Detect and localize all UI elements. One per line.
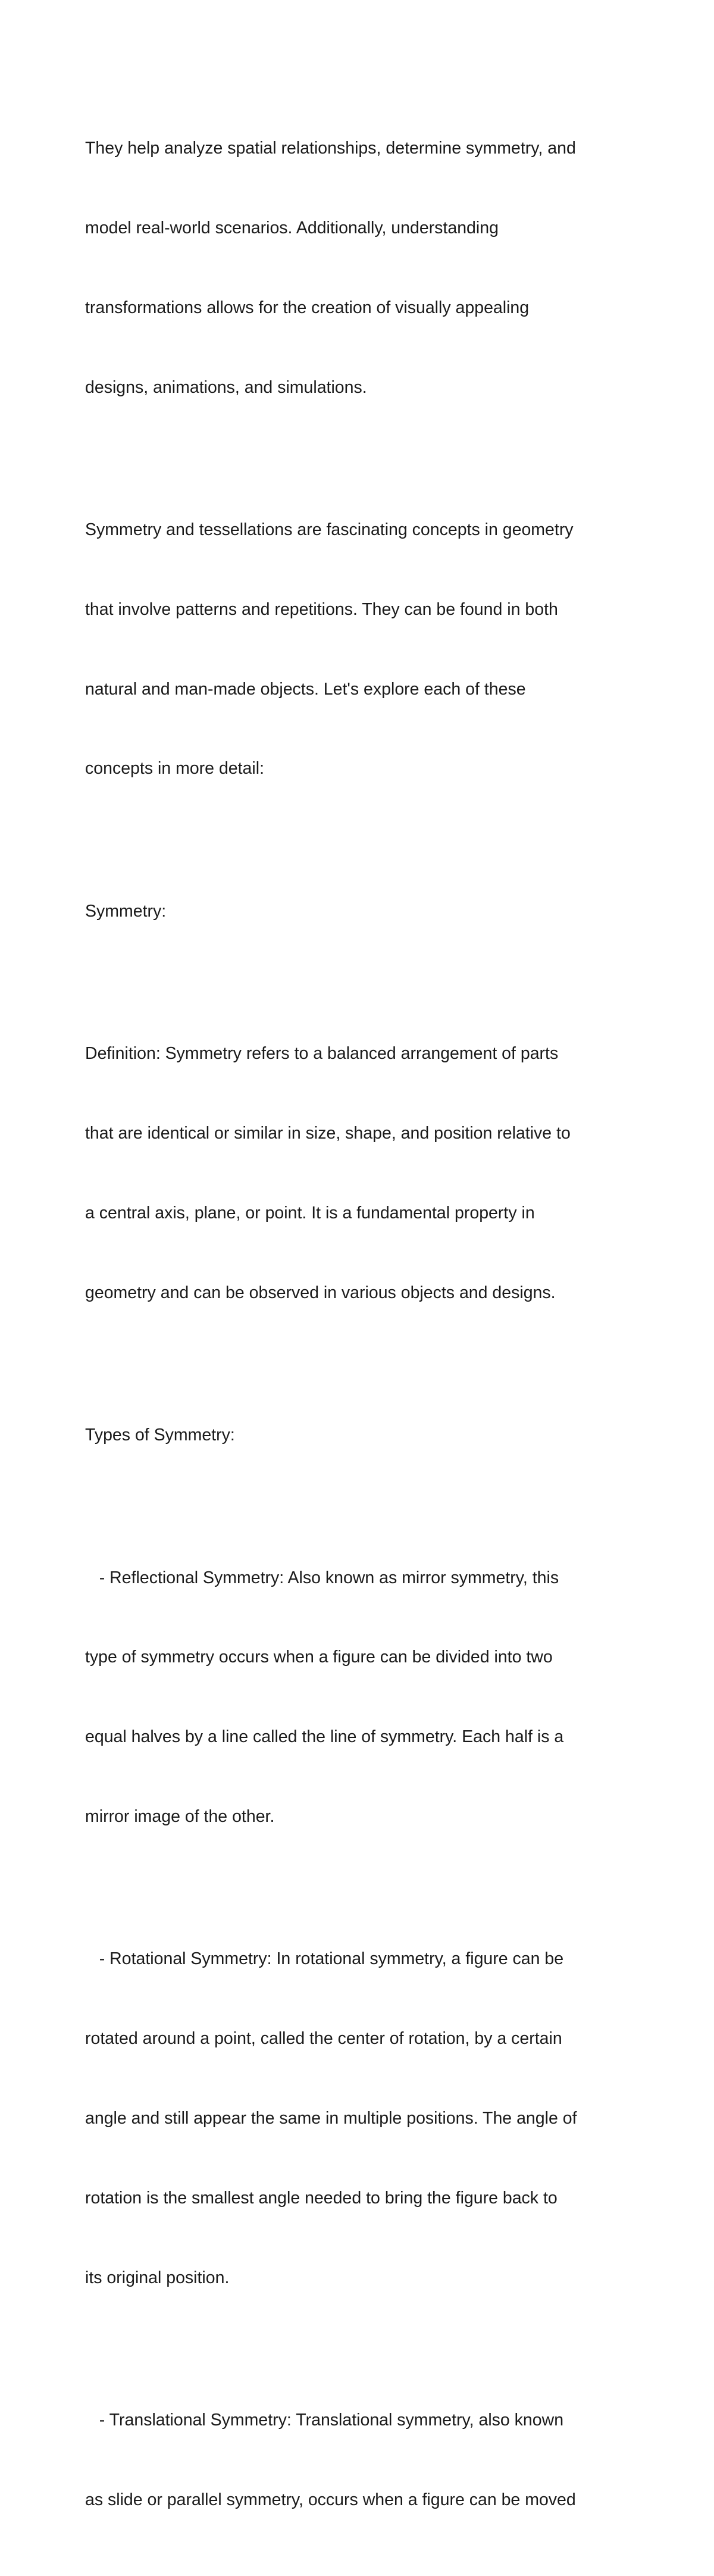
- section-heading-symmetry: [85, 845, 630, 978]
- document-body: [85, 82, 630, 2576]
- list-item-rotational-symmetry: [85, 1893, 630, 2344]
- text-line: type of symmetry occurs when a figure can be divided into two: [85, 1647, 553, 1667]
- text-line: Symmetry:: [85, 901, 167, 921]
- text-line: mirror image of the other.: [85, 1806, 275, 1826]
- list-item-reflectional-symmetry: [85, 1511, 630, 1883]
- text-line: that involve patterns and repetitions. They can be found in both: [85, 599, 558, 619]
- text-line: rotated around a point, called the center of rotation, by a certain: [85, 2029, 562, 2049]
- text-line: equal halves by a line called the line of symmetry. Each half is a: [85, 1727, 564, 1747]
- text-line: model real-world scenarios. Additionally, understanding: [85, 218, 499, 237]
- text-line: Definition: Symmetry refers to a balanced arrangement of parts: [85, 1044, 559, 1064]
- text-line: angle and still appear the same in multiple positions. The angle of: [85, 2108, 577, 2128]
- text-line: that are identical or similar in size, shape, and position relative to: [85, 1124, 571, 1143]
- text-line: Symmetry and tessellations are fascinating concepts in geometry: [85, 520, 574, 539]
- text-line: a central axis, plane, or point. It is a fundamental property in: [85, 1203, 535, 1223]
- text-line: rotation is the smallest angle needed to bring the figure back to: [85, 2188, 558, 2208]
- text-line: as slide or parallel symmetry, occurs when a figure can be moved: [85, 2490, 576, 2509]
- text-line: transformations allows for the creation of visually appealing: [85, 298, 530, 317]
- text-line: designs, animations, and simulations.: [85, 377, 367, 397]
- text-line: natural and man-made objects. Let's explore each of these: [85, 679, 526, 699]
- text-line: concepts in more detail:: [85, 759, 264, 779]
- text-line: - Rotational Symmetry: In rotational symmetry, a figure can be: [85, 1949, 564, 1969]
- text-line: - Translational Symmetry: Translational symmetry, also known: [85, 2410, 564, 2430]
- list-item-translational-symmetry: [85, 2354, 630, 2566]
- text-line: - Reflectional Symmetry: Also known as mirror symmetry, this: [85, 1568, 559, 1587]
- text-line: geometry and can be observed in various objects and designs.: [85, 1283, 556, 1302]
- text-line: They help analyze spatial relationships, determine symmetry, and: [85, 139, 576, 158]
- paragraph-symmetry-definition: [85, 987, 630, 1359]
- paragraph-transformations-benefits: [85, 82, 630, 454]
- section-heading-types-of-symmetry: [85, 1369, 630, 1502]
- text-line: its original position.: [85, 2268, 230, 2287]
- text-line: Types of Symmetry:: [85, 1425, 235, 1445]
- paragraph-symmetry-tessellations-intro: [85, 464, 630, 835]
